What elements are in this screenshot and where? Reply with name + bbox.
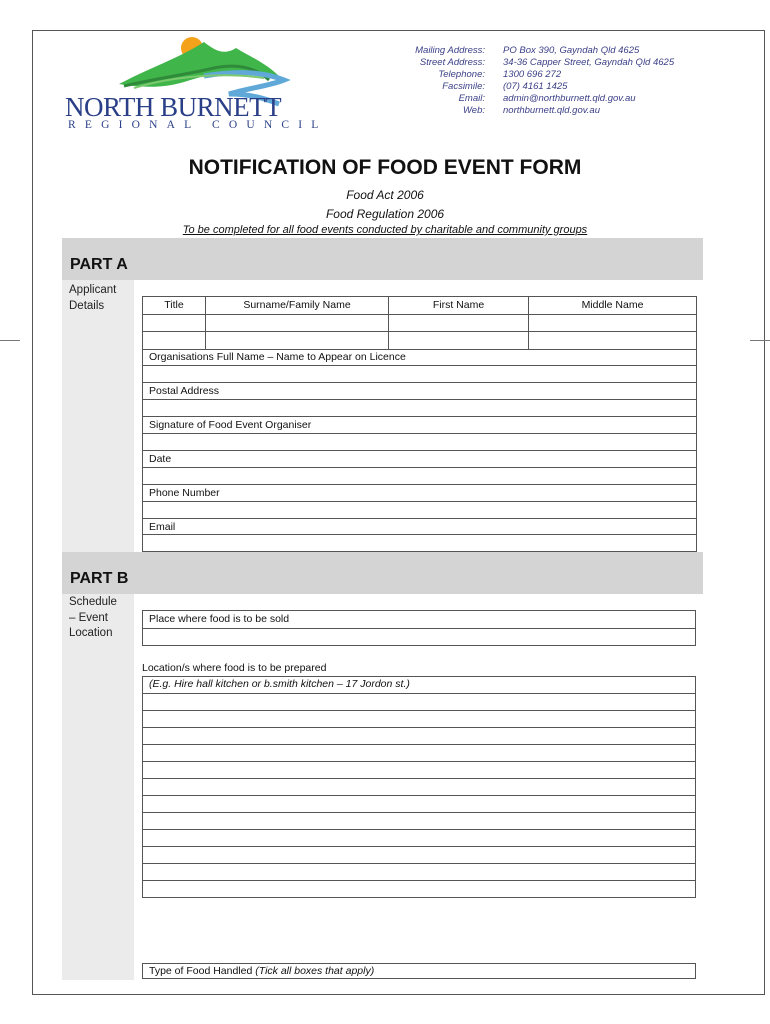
part-a-heading: PART A <box>70 256 128 273</box>
form-instruction <box>0 224 770 236</box>
prepared-line[interactable] <box>143 812 695 813</box>
date-label: Date <box>143 451 697 468</box>
form-subtitle-act: Food Act 2006 <box>346 188 424 202</box>
applicant-details-table <box>142 349 697 552</box>
email-input[interactable] <box>143 535 697 552</box>
col-first-name: First Name <box>389 297 529 315</box>
contact-label: Telephone: <box>438 69 485 80</box>
part-b-heading: PART B <box>70 570 129 587</box>
phone-input[interactable] <box>143 502 697 519</box>
prepared-label: Location/s where food is to be prepared <box>142 662 327 674</box>
col-surname: Surname/Family Name <box>206 297 389 315</box>
prepared-line[interactable] <box>143 693 695 694</box>
form-title: NOTIFICATION OF FOOD EVENT FORM <box>188 156 582 179</box>
contact-value: (07) 4161 1425 <box>503 81 568 92</box>
part-b-side <box>62 594 134 980</box>
postal-address-label: Postal Address <box>143 383 697 400</box>
signature-label: Signature of Food Event Organiser <box>143 417 697 434</box>
contact-value: 34-36 Capper Street, Gayndah Qld 4625 <box>503 57 675 68</box>
title-input[interactable] <box>143 315 206 332</box>
prepared-line[interactable] <box>143 744 695 745</box>
contact-label: Facsimile: <box>442 81 485 92</box>
part-a-side <box>62 280 134 552</box>
prepared-line[interactable] <box>143 846 695 847</box>
org-name-input[interactable] <box>143 366 697 383</box>
food-type-box <box>142 963 696 979</box>
contact-labels <box>395 45 485 117</box>
crop-mark-left <box>0 340 20 341</box>
first-name-input[interactable] <box>389 315 529 332</box>
place-sold-label: Place where food is to be sold <box>149 613 290 625</box>
col-middle-name: Middle Name <box>529 297 697 315</box>
prepared-line[interactable] <box>143 795 695 796</box>
contact-value: 1300 696 272 <box>503 69 562 80</box>
prepared-example: (E.g. Hire hall kitchen or b.smith kitchen – 17 Jordon st.) <box>149 678 410 690</box>
contact-email-link[interactable]: admin@northburnett.qld.gov.au <box>503 93 636 104</box>
org-name-label: Organisations Full Name – Name to Appear on Licence <box>143 349 697 366</box>
contact-label: Mailing Address: <box>415 45 485 56</box>
part-a-bar <box>62 238 703 280</box>
contact-label: Street Address: <box>419 57 485 68</box>
food-type-hint: (Tick all boxes that apply) <box>255 965 375 977</box>
middle-name-input[interactable] <box>529 315 697 332</box>
prepared-line[interactable] <box>143 829 695 830</box>
prepared-line[interactable] <box>143 761 695 762</box>
food-type-label-wrap <box>149 965 374 977</box>
contact-web-link[interactable]: northburnett.qld.gov.au <box>503 105 601 116</box>
council-subname: REGIONAL COUNCIL <box>68 119 328 131</box>
food-type-label: Type of Food Handled <box>149 965 253 977</box>
postal-address-input[interactable] <box>143 400 697 417</box>
col-title: Title <box>143 297 206 315</box>
contact-label: Web: <box>462 105 485 116</box>
email-label: Email <box>143 519 697 535</box>
signature-input[interactable] <box>143 434 697 451</box>
form-subtitle-regulation: Food Regulation 2006 <box>325 207 445 221</box>
prepared-line[interactable] <box>143 880 695 881</box>
contact-values <box>503 45 703 117</box>
prepared-line[interactable] <box>143 710 695 711</box>
contact-value: PO Box 390, Gayndah Qld 4625 <box>503 45 640 56</box>
first-name-input-2[interactable] <box>389 332 529 350</box>
place-sold-input[interactable] <box>143 629 695 645</box>
part-b-bar <box>62 552 703 594</box>
surname-input[interactable] <box>206 315 389 332</box>
prepared-line[interactable] <box>143 863 695 864</box>
form-instruction-text: To be completed for all food events conducted by charitable and community groups <box>182 224 588 236</box>
phone-label: Phone Number <box>143 485 697 502</box>
title-input-2[interactable] <box>143 332 206 350</box>
surname-input-2[interactable] <box>206 332 389 350</box>
crop-mark-right <box>750 340 770 341</box>
contact-label: Email: <box>458 93 485 104</box>
name-table <box>142 296 697 350</box>
prepared-line[interactable] <box>143 727 695 728</box>
prepared-line[interactable] <box>143 778 695 779</box>
place-sold-box <box>142 610 696 646</box>
part-a-side-label: Applicant Details <box>69 284 117 312</box>
date-input[interactable] <box>143 468 697 485</box>
middle-name-input-2[interactable] <box>529 332 697 350</box>
council-name: NORTH BURNETT <box>65 92 282 122</box>
prepared-box <box>142 676 696 898</box>
part-b-side-label: Schedule – Event Location <box>69 596 117 639</box>
